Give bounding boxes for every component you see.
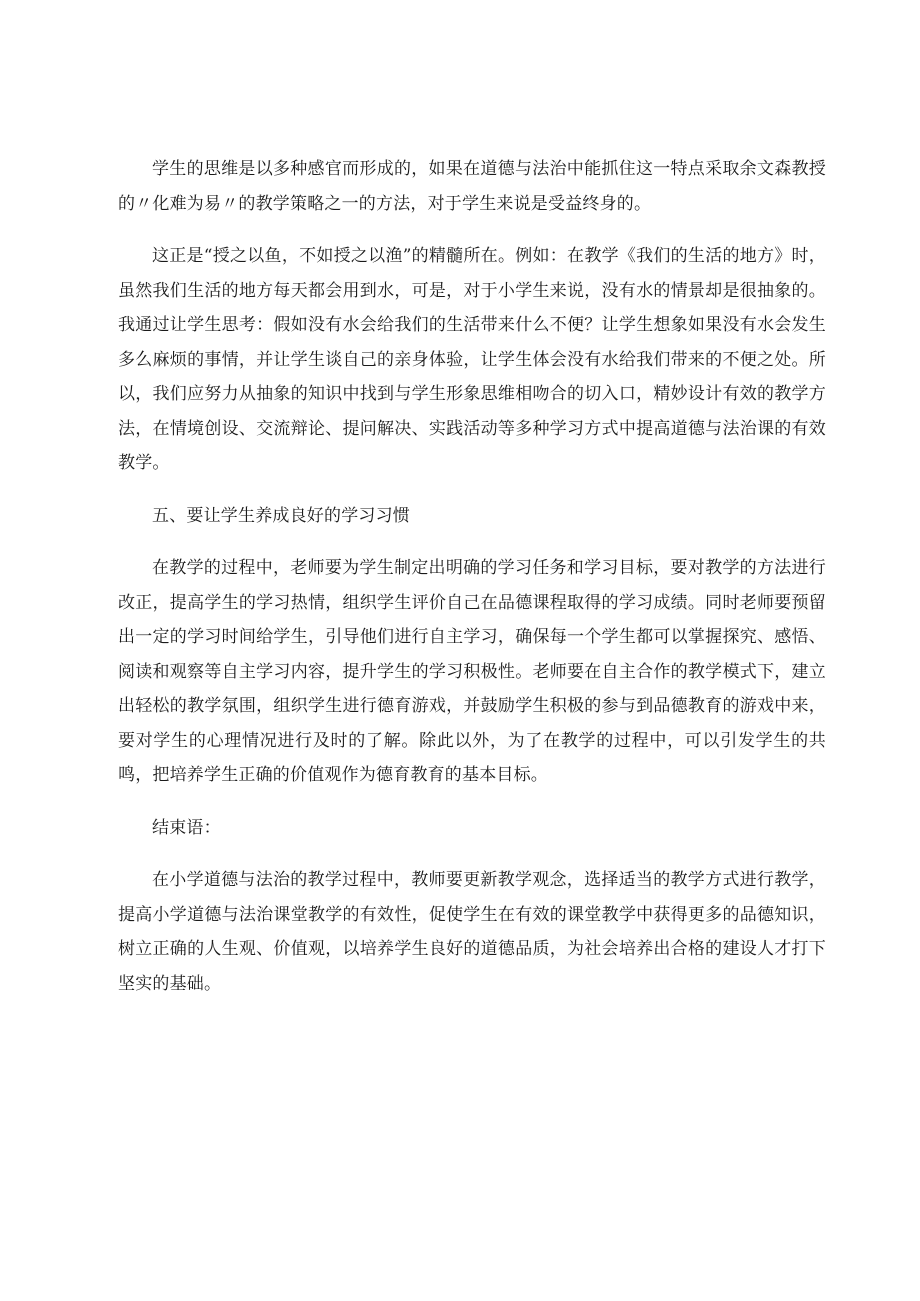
- conclusion-heading: 结束语：: [152, 817, 221, 838]
- paragraph-learning-habits: 在教学的过程中，老师要为学生制定出明确的学习任务和学习目标，要对教学的方法进行改正，提高学生的学习热情，组织学生评价自己在品德课程取得的学习成绩。同时老师要预留出一定的学习时间给学生，引导他们进行自主学习，确保每一个学生都可以掌握探究、感悟、阅读和观察等自主学习内容，提升学生的学习积极性。老师要在自主合作的教学模式下，建立出轻松的教学氛围，组织学生进行德育游戏，并鼓励学生积极的参与到品德教育的游戏中来，要对学生的心理情况进行及时的了解。除此以外，为了在教学的过程中，可以引发学生的共鸣，把培养学生正确的价值观作为德育教育的基本目标。: [118, 558, 826, 785]
- paragraph-teach-fishing: 这正是“授之以鱼，不如授之以渔”的精髓所在。例如：在教学《我们的生活的地方》时，虽然我们生活的地方每天都会用到水，可是，对于小学生来说，没有水的情景却是很抽象的。我通过让学生思考：假如没有水会给我们的生活带来什么不便？让学生想象如果没有水会发生多么麻烦的事情，并让学生谈自己的亲身体验，让学生体会没有水给我们带来的不便之处。所以，我们应努力从抽象的知识中找到与学生形象思维相吻合的切入口，精妙设计有效的教学方法，在情境创设、交流辩论、提问解决、实践活动等多种学习方式中提高道德与法治课的有效教学。: [118, 246, 826, 473]
- paragraph-thinking: 学生的思维是以多种感官而形成的，如果在道德与法治中能抓住这一特点采取余文森教授的〃化难为易〃的教学策略之一的方法，对于学生来说是受益终身的。: [118, 159, 826, 214]
- section-heading-habits: 五、要让学生养成良好的学习习惯: [152, 505, 410, 526]
- document-body: [118, 152, 826, 1019]
- paragraph-conclusion: 在小学道德与法治的教学过程中，教师要更新教学观念，选择适当的教学方式进行教学，提高小学道德与法治课堂教学的有效性，促使学生在有效的课堂教学中获得更多的品德知识，树立正确的人生观、价值观，以培养学生良好的道德品质，为社会培养出合格的建设人才打下坚实的基础。: [118, 870, 826, 994]
